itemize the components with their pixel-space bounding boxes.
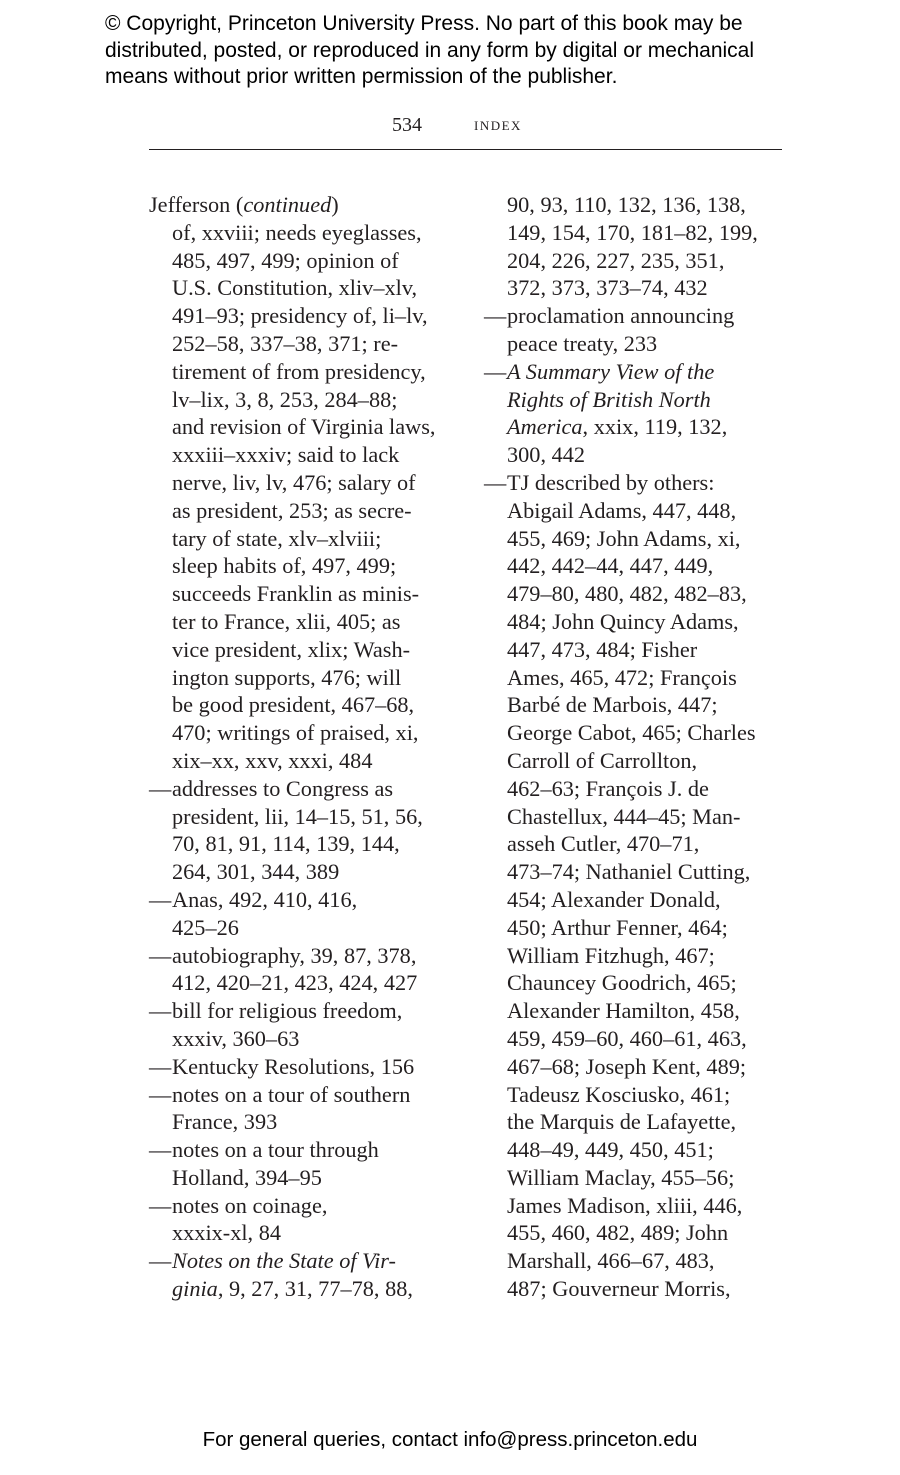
entry-text: Barbé de Marbois, 447; (507, 692, 718, 718)
index-continuation-line (149, 608, 459, 636)
index-continuation-line (484, 580, 784, 608)
copyright-line: © Copyright, Princeton University Press. No part of this book may be (105, 12, 743, 35)
entry-text: succeeds Franklin as minis- (172, 581, 420, 607)
index-continuation-line (484, 441, 784, 469)
entry-text: U.S. Constitution, xliv–xlv, (172, 275, 418, 301)
entry-text: 462–63; François J. de (507, 775, 709, 801)
index-continuation-line (484, 997, 784, 1025)
index-continuation-line (149, 358, 459, 386)
entry-text: , xxix, 119, 132, (582, 414, 728, 440)
index-continuation-line (484, 330, 784, 358)
entry-text: of, xxviii; needs eyeglasses, (172, 219, 422, 245)
entry-text: 372, 373, 373–74, 432 (507, 275, 708, 301)
index-continuation-line (149, 858, 459, 886)
index-continuation-line (484, 691, 784, 719)
index-continuation-line (484, 247, 784, 275)
index-continuation-line (484, 858, 784, 886)
entry-text: Marshall, 466–67, 483, (507, 1248, 715, 1274)
em-dash: — (149, 775, 172, 801)
entry-text: asseh Cutler, 470–71, (507, 831, 700, 857)
index-continuation-line (149, 274, 459, 302)
em-dash: — (149, 998, 172, 1024)
index-subentry-line (149, 1192, 459, 1220)
index-subentry-line (149, 1053, 459, 1081)
index-continuation-line (484, 219, 784, 247)
index-continuation-line (484, 942, 784, 970)
em-dash: — (149, 1137, 172, 1163)
index-continuation-line (484, 747, 784, 775)
page-number: 534 (392, 114, 422, 136)
italic-title-text: ginia (172, 1276, 218, 1302)
entry-text: ter to France, xlii, 405; as (172, 608, 401, 634)
index-continuation-line (484, 664, 784, 692)
index-continuation-line (149, 803, 459, 831)
entry-text: 425–26 (172, 914, 239, 940)
entry-text: William Fitzhugh, 467; (507, 942, 715, 968)
index-headword-line (149, 191, 459, 219)
index-continuation-line (484, 636, 784, 664)
index-continuation-line (484, 1164, 784, 1192)
index-continuation-line (484, 497, 784, 525)
index-continuation-line (149, 719, 459, 747)
index-continuation-line (149, 497, 459, 525)
index-subentry-line (149, 1136, 459, 1164)
entry-text: xxxiv, 360–63 (172, 1025, 300, 1051)
index-subentry-line (149, 886, 459, 914)
entry-text: , 9, 27, 31, 77–78, 88, (217, 1276, 413, 1302)
entry-text: nerve, liv, lv, 476; salary of (172, 469, 416, 495)
index-continuation-line (484, 1247, 784, 1275)
index-continuation-line (484, 191, 784, 219)
index-continuation-line (149, 525, 459, 553)
entry-text: notes on coinage, (172, 1192, 328, 1218)
entry-text: 204, 226, 227, 235, 351, (507, 247, 725, 273)
index-continuation-line (149, 580, 459, 608)
index-continuation-line (484, 1136, 784, 1164)
em-dash: — (149, 1081, 172, 1107)
index-continuation-line (484, 830, 784, 858)
em-dash: — (484, 358, 507, 384)
entry-text: 479–80, 480, 482, 482–83, (507, 581, 747, 607)
index-continuation-line (149, 1108, 459, 1136)
index-continuation-line (149, 247, 459, 275)
index-subentry-line (149, 775, 459, 803)
entry-text: TJ described by others: (507, 469, 715, 495)
index-column-right (484, 191, 784, 1303)
entry-text: James Madison, xliii, 446, (507, 1192, 743, 1218)
em-dash: — (149, 1192, 172, 1218)
index-continuation-line (484, 386, 784, 414)
index-continuation-line (149, 552, 459, 580)
index-subentry-line (149, 1247, 459, 1275)
index-continuation-line (149, 469, 459, 497)
entry-text: 70, 81, 91, 114, 139, 144, (172, 831, 400, 857)
entry-text: 473–74; Nathaniel Cutting, (507, 859, 751, 885)
entry-text: 459, 459–60, 460–61, 463, (507, 1025, 747, 1051)
entry-text: 484; John Quincy Adams, (507, 608, 739, 634)
entry-text: ) (331, 192, 339, 217)
entry-text: xxxix-xl, 84 (172, 1220, 282, 1246)
entry-text: as president, 253; as secre- (172, 497, 412, 523)
index-continuation-line (149, 636, 459, 664)
entry-text: bill for religious freedom, (172, 998, 403, 1024)
index-subentry-line (149, 942, 459, 970)
italic-title-text: Rights of British North (507, 386, 711, 412)
index-continuation-line (149, 1164, 459, 1192)
index-continuation-line (149, 691, 459, 719)
entry-text: Kentucky Resolutions, 156 (172, 1053, 415, 1079)
index-subentry-line (484, 358, 784, 386)
index-continuation-line (484, 1025, 784, 1053)
entry-text: addresses to Congress as (172, 775, 394, 801)
index-continuation-line (149, 664, 459, 692)
index-continuation-line (484, 914, 784, 942)
index-continuation-line (484, 274, 784, 302)
em-dash: — (484, 469, 507, 495)
index-continuation-line (484, 608, 784, 636)
entry-text: 470; writings of praised, xi, (172, 720, 419, 746)
entry-text: proclamation announcing (507, 303, 735, 329)
entry-text: xix–xx, xxv, xxxi, 484 (172, 747, 373, 773)
copyright-line: means without prior written permission of the publisher. (105, 65, 618, 88)
entry-text: xxxiii–xxxiv; said to lack (172, 442, 400, 468)
entry-text: tary of state, xlv–xlviii; (172, 525, 382, 551)
index-continuation-line (149, 747, 459, 775)
entry-text: 455, 469; John Adams, xi, (507, 525, 741, 551)
entry-text: Tadeusz Kosciusko, 461; (507, 1081, 731, 1107)
em-dash: — (149, 1053, 172, 1079)
index-continuation-line (149, 386, 459, 414)
index-continuation-line (149, 1025, 459, 1053)
entry-text: 447, 473, 484; Fisher (507, 636, 698, 662)
entry-text: president, lii, 14–15, 51, 56, (172, 803, 423, 829)
entry-text: 450; Arthur Fenner, 464; (507, 914, 728, 940)
index-continuation-line (484, 525, 784, 553)
entry-text: Anas, 492, 410, 416, (172, 886, 358, 912)
index-continuation-line (149, 413, 459, 441)
index-continuation-line (484, 886, 784, 914)
copyright-notice (105, 11, 754, 91)
entry-text: Chauncey Goodrich, 465; (507, 970, 737, 996)
index-subentry-line (484, 469, 784, 497)
entry-text: the Marquis de Lafayette, (507, 1109, 737, 1135)
entry-text: 455, 460, 482, 489; John (507, 1220, 729, 1246)
entry-text: notes on a tour through (172, 1137, 379, 1163)
entry-text: Ames, 465, 472; François (507, 664, 737, 690)
index-continuation-line (484, 1275, 784, 1303)
entry-text: ington supports, 476; will (172, 664, 402, 690)
entry-text: 149, 154, 170, 181–82, 199, (507, 219, 758, 245)
index-continuation-line (149, 914, 459, 942)
italic-title-text: Notes on the State of Vir- (172, 1248, 396, 1274)
entry-text: 491–93; presidency of, li–lv, (172, 303, 428, 329)
entry-text: Carroll of Carrollton, (507, 747, 698, 773)
italic-title-text: America (507, 414, 583, 440)
em-dash: — (149, 886, 172, 912)
index-continuation-line (484, 1108, 784, 1136)
index-continuation-line (149, 219, 459, 247)
entry-text: autobiography, 39, 87, 378, (172, 942, 417, 968)
header-rule (149, 149, 782, 150)
index-continuation-line (484, 719, 784, 747)
italic-title-text: A Summary View of the (507, 358, 715, 384)
index-continuation-line (149, 1219, 459, 1247)
index-continuation-line (149, 302, 459, 330)
entry-text: sleep habits of, 497, 499; (172, 553, 397, 579)
index-continuation-line (484, 803, 784, 831)
entry-text: Jefferson ( (149, 192, 244, 217)
entry-text: 467–68; Joseph Kent, 489; (507, 1053, 747, 1079)
index-continuation-line (484, 552, 784, 580)
index-continuation-line (484, 1192, 784, 1220)
entry-text: 264, 301, 344, 389 (172, 859, 340, 885)
index-continuation-line (484, 1219, 784, 1247)
index-continuation-line (484, 1081, 784, 1109)
italic-title-text: continued (243, 192, 332, 217)
entry-text: 90, 93, 110, 132, 136, 138, (507, 192, 746, 217)
entry-text: and revision of Virginia laws, (172, 414, 436, 440)
index-continuation-line (149, 969, 459, 997)
entry-text: Chastellux, 444–45; Man- (507, 803, 741, 829)
entry-text: 454; Alexander Donald, (507, 886, 721, 912)
entry-text: 300, 442 (507, 442, 586, 468)
entry-text: 487; Gouverneur Morris, (507, 1276, 731, 1302)
entry-text: be good president, 467–68, (172, 692, 415, 718)
entry-text: William Maclay, 455–56; (507, 1164, 735, 1190)
entry-text: peace treaty, 233 (507, 330, 658, 356)
index-continuation-line (149, 830, 459, 858)
em-dash: — (149, 1248, 172, 1274)
index-subentry-line (484, 302, 784, 330)
entry-text: tirement of from presidency, (172, 358, 426, 384)
entry-text: 442, 442–44, 447, 449, (507, 553, 714, 579)
entry-text: lv–lix, 3, 8, 253, 284–88; (172, 386, 398, 412)
index-continuation-line (484, 775, 784, 803)
index-continuation-line (484, 969, 784, 997)
entry-text: 448–49, 449, 450, 451; (507, 1137, 714, 1163)
entry-text: notes on a tour of southern (172, 1081, 411, 1107)
index-continuation-line (484, 1053, 784, 1081)
entry-text: 252–58, 337–38, 371; re- (172, 330, 399, 356)
index-continuation-line (149, 1275, 459, 1303)
entry-text: vice president, xlix; Wash- (172, 636, 411, 662)
index-subentry-line (149, 1081, 459, 1109)
copyright-line: distributed, posted, or reproduced in any form by digital or mechanical (105, 38, 755, 62)
entry-text: Alexander Hamilton, 458, (507, 998, 740, 1024)
em-dash: — (484, 303, 507, 329)
entry-text: George Cabot, 465; Charles (507, 720, 756, 746)
index-subentry-line (149, 997, 459, 1025)
index-column-left (149, 191, 459, 1303)
index-continuation-line (149, 330, 459, 358)
index-continuation-line (149, 441, 459, 469)
section-title: index (474, 114, 522, 135)
footer-contact: For general queries, contact info@press.princeton.edu (202, 1428, 698, 1451)
entry-text: Abigail Adams, 447, 448, (507, 497, 737, 523)
entry-text: 485, 497, 499; opinion of (172, 247, 399, 273)
index-continuation-line (484, 413, 784, 441)
entry-text: Holland, 394–95 (172, 1164, 322, 1190)
em-dash: — (149, 942, 172, 968)
entry-text: France, 393 (172, 1109, 278, 1135)
entry-text: 412, 420–21, 423, 424, 427 (172, 970, 418, 996)
